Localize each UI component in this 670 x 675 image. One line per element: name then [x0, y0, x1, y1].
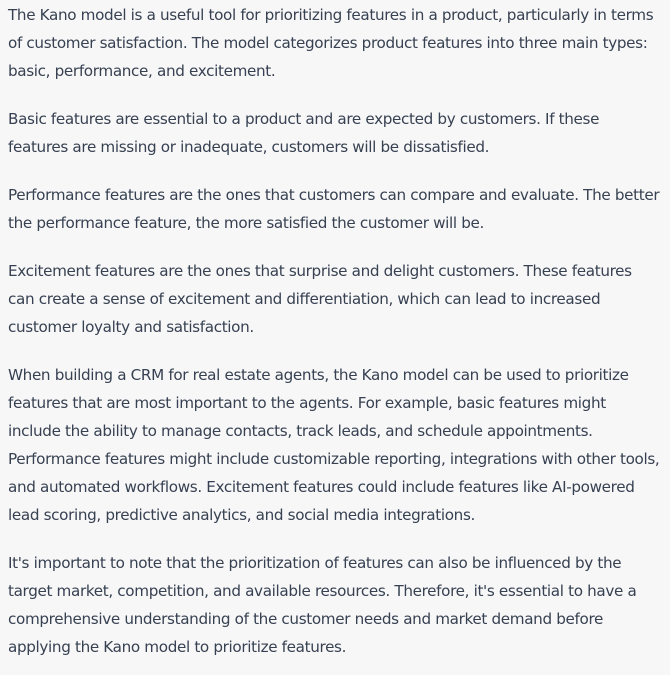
- paragraph-performance-features: Performance features are the ones that customers can compare and evaluate. The better the performance feature, the more satisfied the customer will be.: [8, 186, 660, 232]
- paragraph-basic-features: Basic features are essential to a product and are expected by customers. If these features are missing or inadequate, customers will be dissatisfied.: [8, 110, 600, 156]
- paragraph-conclusion: It's important to note that the prioritization of features can also be influenced by the target market, competition, and available resources. Therefore, it's essential to have a comprehensive understanding of the customer needs and market demand before applying the Kano model to prioritize features.: [8, 554, 637, 656]
- paragraph-excitement-features: Excitement features are the ones that surprise and delight customers. These features can create a sense of excitement and differentiation, which can lead to increased customer loyalty and satisfaction.: [8, 262, 632, 336]
- paragraph-crm-example: When building a CRM for real estate agents, the Kano model can be used to prioritize features that are most important to the agents. For example, basic features might include the ability to manage contacts, track leads, and schedule appointments. Performance features might include customizable reporting, integrations with other tools, and automated workflows. Excitement features could include features like AI-powered lead scoring, predictive analytics, and social media integrations.: [8, 366, 660, 524]
- paragraph-intro: The Kano model is a useful tool for prioritizing features in a product, particularly in terms of customer satisfaction. The model categorizes product features into three main types: basic, performance, and excitement.: [8, 6, 654, 80]
